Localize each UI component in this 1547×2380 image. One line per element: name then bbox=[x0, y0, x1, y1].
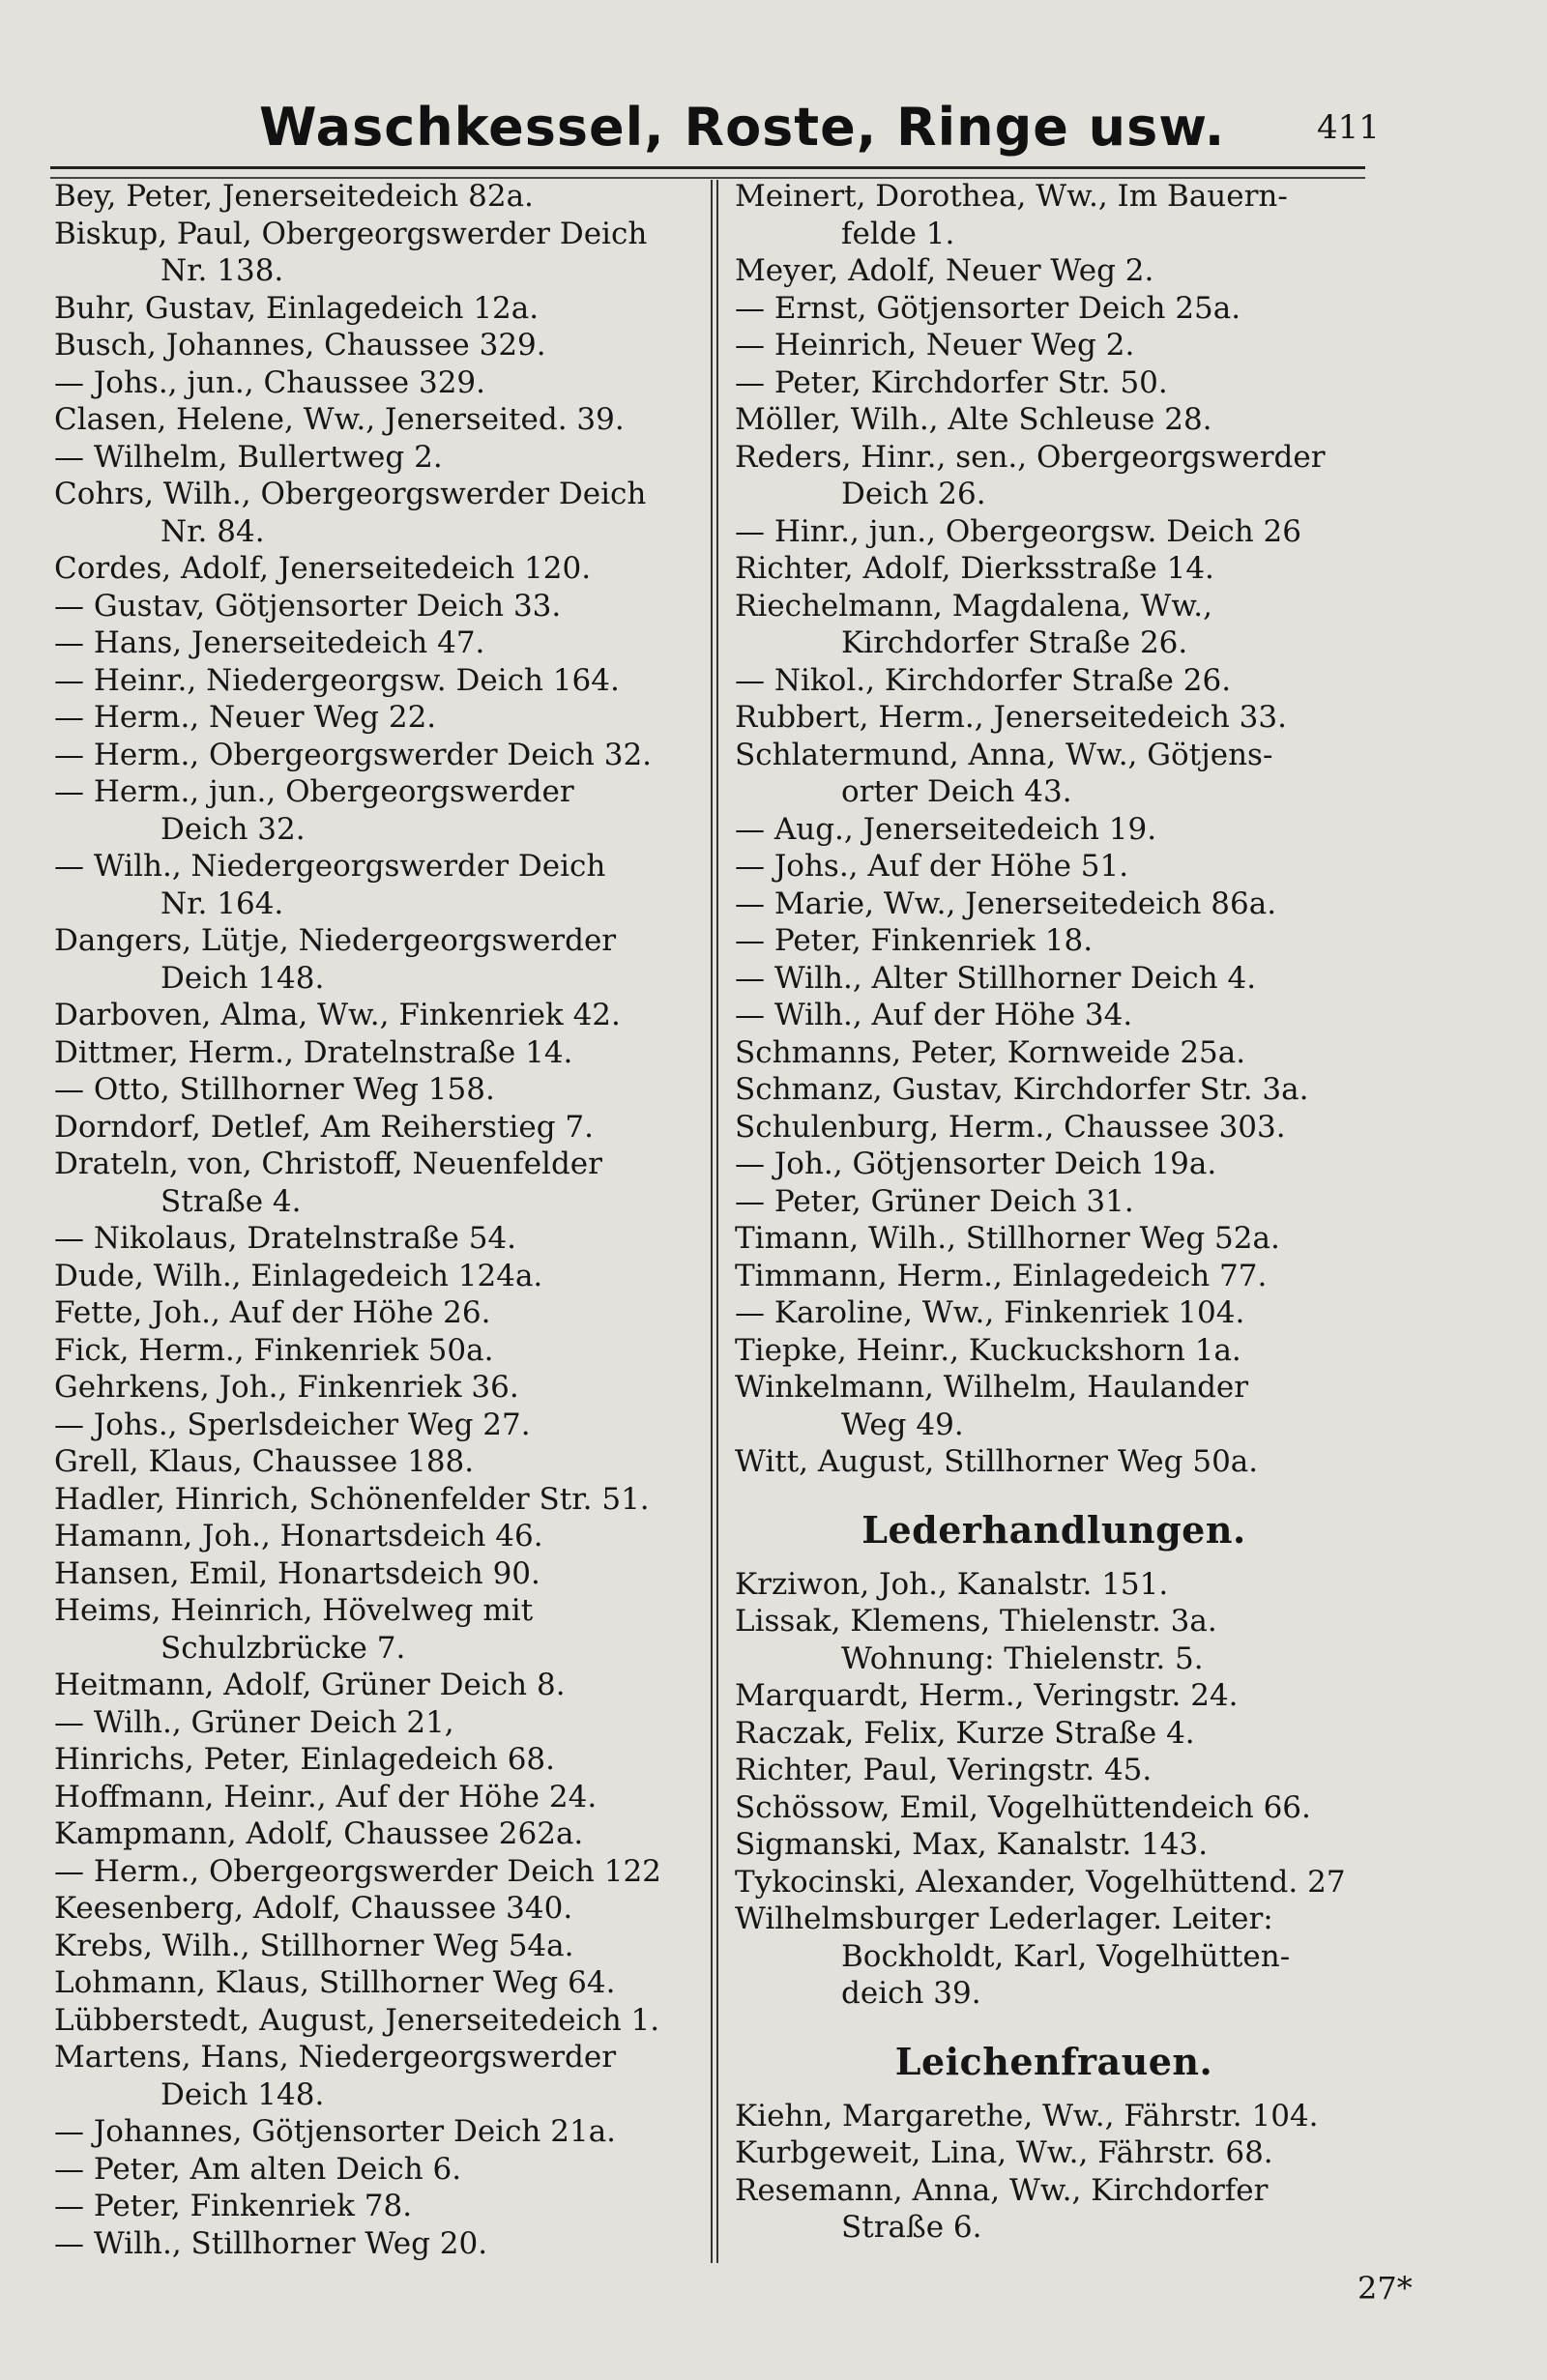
directory-entry: Dangers, Lütje, Niedergeorgswerder bbox=[54, 923, 617, 958]
section-heading-lederhandlungen: Lederhandlungen. bbox=[861, 1507, 1246, 1552]
directory-entry: — Heinrich, Neuer Weg 2. bbox=[735, 328, 1135, 363]
directory-entry-continuation: Wohnung: Thielenstr. 5. bbox=[841, 1640, 1204, 1676]
directory-entry: Schmanns, Peter, Kornweide 25a. bbox=[735, 1034, 1246, 1070]
directory-entry: — Otto, Stillhorner Weg 158. bbox=[54, 1072, 495, 1107]
directory-entry: — Nikol., Kirchdorfer Straße 26. bbox=[735, 662, 1232, 698]
directory-entry: — Peter, Finkenriek 78. bbox=[54, 2189, 413, 2223]
lederhandlungen-entries bbox=[735, 1566, 1373, 2013]
directory-entry: — Wilh., Alter Stillhorner Deich 4. bbox=[735, 960, 1257, 996]
directory-entry: — Wilh., Auf der Höhe 34. bbox=[735, 998, 1133, 1032]
directory-entry-continuation: Nr. 84. bbox=[161, 513, 265, 549]
page-number: 411 bbox=[1317, 108, 1380, 147]
directory-entry-continuation: Nr. 138. bbox=[161, 253, 284, 288]
directory-entry-continuation: deich 39. bbox=[841, 1976, 981, 2011]
directory-entry-continuation: felde 1. bbox=[841, 216, 955, 251]
directory-entry: — Wilh., Niedergeorgswerder Deich bbox=[54, 849, 606, 884]
directory-entry: Darboven, Alma, Ww., Finkenriek 42. bbox=[54, 998, 621, 1032]
directory-entry: — Gustav, Götjensorter Deich 33. bbox=[54, 588, 562, 624]
directory-entry: Dittmer, Herm., Dratelnstraße 14. bbox=[54, 1034, 573, 1070]
directory-entry: Buhr, Gustav, Einlagedeich 12a. bbox=[54, 290, 540, 326]
directory-entry: Keesenberg, Adolf, Chaussee 340. bbox=[54, 1891, 573, 1926]
directory-entry: Krziwon, Joh., Kanalstr. 151. bbox=[735, 1566, 1169, 1602]
column-divider bbox=[711, 180, 718, 2263]
directory-entry: Schlatermund, Anna, Ww., Götjens- bbox=[735, 737, 1273, 772]
directory-entry: — Aug., Jenerseitedeich 19. bbox=[735, 811, 1157, 847]
directory-entry: — Karoline, Ww., Finkenriek 104. bbox=[735, 1295, 1245, 1330]
directory-entry: — Heinr., Niedergeorgsw. Deich 164. bbox=[54, 662, 620, 698]
right-column-entries bbox=[735, 178, 1373, 1481]
directory-entry: Möller, Wilh., Alte Schleuse 28. bbox=[735, 402, 1212, 437]
right-column bbox=[735, 178, 1373, 2247]
directory-entry-continuation: Deich 148. bbox=[161, 960, 325, 996]
directory-entry: Hansen, Emil, Honartsdeich 90. bbox=[54, 1555, 540, 1591]
directory-entry: Heitmann, Adolf, Grüner Deich 8. bbox=[54, 1668, 566, 1702]
directory-entry: — Herm., Obergeorgswerder Deich 122 bbox=[54, 1853, 661, 1889]
directory-entry: — Peter, Kirchdorfer Str. 50. bbox=[735, 364, 1168, 400]
directory-entry: — Marie, Ww., Jenerseitedeich 86a. bbox=[735, 885, 1277, 921]
directory-entry: — Wilh., Grüner Deich 21, bbox=[54, 1704, 454, 1740]
directory-entry: Hamann, Joh., Honartsdeich 46. bbox=[54, 1519, 543, 1553]
directory-entry: Raczak, Felix, Kurze Straße 4. bbox=[735, 1715, 1195, 1751]
directory-entry: — Peter, Finkenriek 18. bbox=[735, 923, 1094, 958]
directory-entry: — Herm., jun., Obergeorgswerder bbox=[54, 774, 574, 809]
directory-entry: Schmanz, Gustav, Kirchdorfer Str. 3a. bbox=[735, 1072, 1309, 1107]
directory-entry: Rubbert, Herm., Jenerseitedeich 33. bbox=[735, 700, 1287, 735]
directory-entry: Marquardt, Herm., Veringstr. 24. bbox=[735, 1678, 1239, 1713]
directory-entry: Hinrichs, Peter, Einlagedeich 68. bbox=[54, 1742, 556, 1777]
directory-entry: Riechelmann, Magdalena, Ww., bbox=[735, 588, 1212, 624]
directory-entry: — Johs., jun., Chaussee 329. bbox=[54, 364, 486, 400]
directory-entry-continuation: Nr. 164. bbox=[161, 885, 284, 921]
directory-entry: Clasen, Helene, Ww., Jenerseited. 39. bbox=[54, 402, 625, 437]
directory-entry: Kiehn, Margarethe, Ww., Fährstr. 104. bbox=[735, 2098, 1319, 2133]
directory-entry: Fette, Joh., Auf der Höhe 26. bbox=[54, 1295, 491, 1330]
directory-entry-continuation: Straße 4. bbox=[161, 1183, 302, 1219]
left-column bbox=[54, 178, 702, 2262]
directory-entry: — Hans, Jenerseitedeich 47. bbox=[54, 625, 485, 660]
directory-entry: Richter, Paul, Veringstr. 45. bbox=[735, 1753, 1153, 1787]
section-heading-leichenfrauen: Leichenfrauen. bbox=[894, 2039, 1213, 2083]
directory-entry: Meyer, Adolf, Neuer Weg 2. bbox=[735, 253, 1154, 288]
directory-entry: Grell, Klaus, Chaussee 188. bbox=[54, 1444, 475, 1479]
directory-entry: — Herm., Neuer Weg 22. bbox=[54, 700, 437, 735]
directory-entry-continuation: Deich 148. bbox=[161, 2076, 325, 2112]
directory-entry-continuation: orter Deich 43. bbox=[841, 774, 1072, 809]
directory-entry: Biskup, Paul, Obergeorgswerder Deich bbox=[54, 216, 648, 251]
directory-entry: — Hinr., jun., Obergeorgsw. Deich 26 bbox=[735, 513, 1302, 549]
directory-entry: Martens, Hans, Niedergeorgswerder bbox=[54, 2040, 617, 2075]
directory-entry: Lohmann, Klaus, Stillhorner Weg 64. bbox=[54, 1965, 616, 2000]
directory-entry: Busch, Johannes, Chaussee 329. bbox=[54, 328, 546, 363]
directory-entry: Gehrkens, Joh., Finkenriek 36. bbox=[54, 1370, 519, 1405]
directory-entry: Lübberstedt, August, Jenerseitedeich 1. bbox=[54, 2002, 660, 2038]
directory-entry: Hoffmann, Heinr., Auf der Höhe 24. bbox=[54, 1779, 598, 1814]
directory-entry: Hadler, Hinrich, Schönenfelder Str. 51. bbox=[54, 1481, 650, 1517]
directory-entry: Heims, Heinrich, Hövelweg mit bbox=[54, 1593, 534, 1628]
directory-entry: Fick, Herm., Finkenriek 50a. bbox=[54, 1332, 494, 1368]
directory-entry: — Peter, Am alten Deich 6. bbox=[54, 2151, 462, 2187]
directory-entry: Sigmanski, Max, Kanalstr. 143. bbox=[735, 1827, 1209, 1862]
directory-entry: — Ernst, Götjensorter Deich 25a. bbox=[735, 290, 1241, 326]
directory-entry: — Johs., Auf der Höhe 51. bbox=[735, 849, 1129, 884]
directory-entry: Meinert, Dorothea, Ww., Im Bauern- bbox=[735, 179, 1288, 214]
directory-entry: Reders, Hinr., sen., Obergeorgswerder bbox=[735, 439, 1326, 475]
directory-entry: Cordes, Adolf, Jenerseitedeich 120. bbox=[54, 551, 592, 586]
directory-entry: Dorndorf, Detlef, Am Reiherstieg 7. bbox=[54, 1109, 594, 1145]
directory-entry: Wilhelmsburger Lederlager. Leiter: bbox=[735, 1901, 1273, 1936]
directory-entry: — Wilhelm, Bullertweg 2. bbox=[54, 439, 443, 475]
directory-entry: — Peter, Grüner Deich 31. bbox=[735, 1183, 1134, 1219]
directory-entry: Witt, August, Stillhorner Weg 50a. bbox=[735, 1444, 1259, 1479]
directory-entry: Bey, Peter, Jenerseitedeich 82a. bbox=[54, 179, 534, 214]
leichenfrauen-entries bbox=[735, 2098, 1373, 2247]
directory-entry: — Johs., Sperlsdeicher Weg 27. bbox=[54, 1407, 531, 1442]
page-title: Waschkessel, Roste, Ringe usw. bbox=[259, 97, 1226, 158]
directory-entry: — Herm., Obergeorgswerder Deich 32. bbox=[54, 737, 653, 772]
directory-entry: Kurbgeweit, Lina, Ww., Fährstr. 68. bbox=[735, 2135, 1273, 2170]
directory-entry: — Wilh., Stillhorner Weg 20. bbox=[54, 2225, 488, 2261]
directory-entry: — Joh., Götjensorter Deich 19a. bbox=[735, 1146, 1217, 1181]
directory-entry: Dude, Wilh., Einlagedeich 124a. bbox=[54, 1258, 543, 1293]
directory-entry-continuation: Weg 49. bbox=[841, 1407, 964, 1442]
directory-entry-continuation: Schulzbrücke 7. bbox=[161, 1630, 406, 1666]
directory-entry-continuation: Straße 6. bbox=[841, 2210, 982, 2245]
directory-entry: Cohrs, Wilh., Obergeorgswerder Deich bbox=[54, 477, 647, 511]
sheet-signature: 27* bbox=[1357, 2270, 1413, 2307]
directory-entry: Tykocinski, Alexander, Vogelhüttend. 27 bbox=[735, 1864, 1346, 1900]
directory-entry: Lissak, Klemens, Thielenstr. 3a. bbox=[735, 1604, 1217, 1639]
directory-entry: Resemann, Anna, Ww., Kirchdorfer bbox=[735, 2172, 1269, 2208]
directory-entry-continuation: Bockholdt, Karl, Vogelhütten- bbox=[841, 1938, 1291, 1974]
directory-entry: Timmann, Herm., Einlagedeich 77. bbox=[735, 1258, 1268, 1293]
directory-entry: Schulenburg, Herm., Chaussee 303. bbox=[735, 1109, 1286, 1145]
directory-entry-continuation: Kirchdorfer Straße 26. bbox=[841, 625, 1188, 660]
directory-entry: Schössow, Emil, Vogelhüttendeich 66. bbox=[735, 1789, 1311, 1825]
directory-entry: Richter, Adolf, Dierksstraße 14. bbox=[735, 551, 1214, 586]
directory-entry: Winkelmann, Wilhelm, Haulander bbox=[735, 1370, 1249, 1405]
directory-entry: Timann, Wilh., Stillhorner Weg 52a. bbox=[735, 1221, 1280, 1256]
directory-entry-continuation: Deich 26. bbox=[841, 477, 986, 511]
directory-entry: Krebs, Wilh., Stillhorner Weg 54a. bbox=[54, 1928, 574, 1963]
directory-entry: Kampmann, Adolf, Chaussee 262a. bbox=[54, 1816, 584, 1851]
directory-entry-continuation: Deich 32. bbox=[161, 811, 306, 847]
directory-entry: — Nikolaus, Dratelnstraße 54. bbox=[54, 1221, 517, 1256]
directory-entry: Tiepke, Heinr., Kuckuckshorn 1a. bbox=[735, 1332, 1241, 1368]
directory-entry: Drateln, von, Christoff, Neuenfelder bbox=[54, 1146, 602, 1181]
directory-entry: — Johannes, Götjensorter Deich 21a. bbox=[54, 2114, 617, 2149]
